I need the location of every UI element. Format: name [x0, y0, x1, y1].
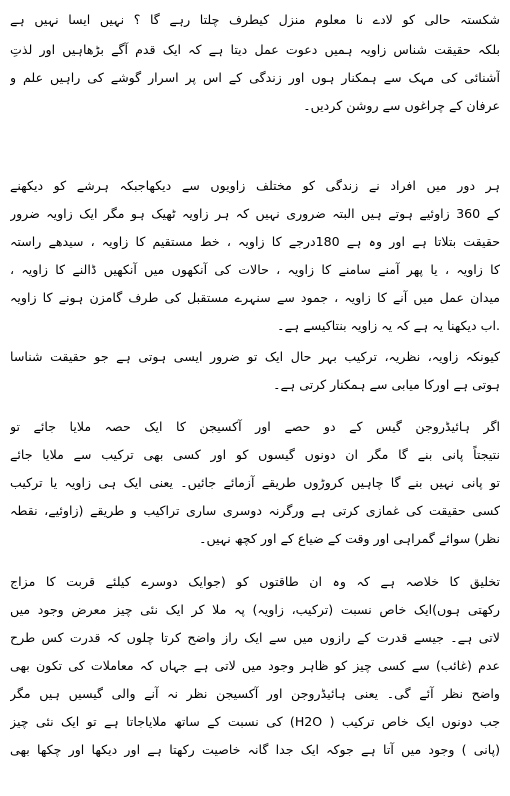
text-line: میدان عمل میں آنے کا زاویہ ، جمود سے سنہرے مستقبل کی طرف گامزن ہونے کا زاویہ: [10, 290, 500, 305]
text-line: عدم (غائب) سے کسی چیز کو ظاہر وجود میں لاتی ہے جہاں کہ معاملات کی تکون بھی: [10, 658, 500, 673]
text-line: کیونکہ زاویہ، نظریہ، ترکیب بہر حال ایک تو ضرور ایسی ہوتی ہے جو حقیقت شناسا: [10, 349, 500, 364]
text-line: بلکہ حقیقت شناس زاویہ ہمیں دعوت عمل دیتا ہے کہ ایک قدم آگے بڑھاہیں اور لذتِ: [10, 42, 500, 57]
text-line: عرفان کے چراغوں سے روشن کردیں۔: [303, 98, 500, 113]
text-line: (پانی ) وجود میں آتا ہے جوکہ ایک جدا گانہ خاصیت رکھتا ہے اور دیکھا اور چکھا بھی: [10, 742, 500, 757]
text-line: اگر ہائیڈروجن گیس کے دو حصے اور آکسیجن کا ایک حصہ ملایا جائے تو: [10, 419, 500, 434]
text-line: رکھتی ہوں)ایک خاص نسبت (ترکیب، زاویہ) پہ ملا کر ایک نئی چیز معرض وجود میں: [10, 602, 500, 617]
text-line: نتیجتاً پانی بنے گا مگر ان دونوں گیسوں کو اور کسی بھی ترکیب سے ملایا جائے: [10, 447, 500, 462]
text-line: لاتی ہے۔ جیسے قدرت کے رازوں میں سے ایک راز واضح کرتا چلوں کہ قدرت کس طرح: [10, 630, 500, 645]
text-line: کا زاویہ ، یا پھر آمنے سامنے کا زاویہ ، حالات کی آنکھوں میں آنکھیں ڈالنے کا زاویہ ،: [10, 262, 500, 277]
text-line: جب دونوں ایک خاص ترکیب ( H2O) کی نسبت کے ساتھ ملایاجاتا ہے تو ایک نئی چیز: [10, 714, 500, 729]
text-line: آشنائی کی مہک سے ہمکنار ہوں اور زندگی کے اس پر اسرار گوشے کی راہیں علم و: [10, 70, 500, 85]
text-line: کسی حقیقت کی غمازی کرتی ہے ورگرنہ دوسری ساری تراکیب و طریقے (زاوئیے، نقطہ: [10, 503, 500, 518]
text-line: ہوتی ہے اورکا میابی سے ہمکنار کرتی ہے۔: [273, 377, 500, 392]
text-line: نظر) سوائے گمراہی اور وقت کے ضیاع کے اور کچھ نہیں۔: [199, 531, 500, 546]
text-line: تخلیق کا خلاصہ ہے کہ وہ ان طاقتوں کو (جوایک دوسرے کیلئے قربت کا مزاج: [10, 574, 500, 589]
text-line: ہر دور میں افراد نے زندگی کو مختلف زاویوں سے دیکھاجبکہ ہرشے کو دیکھنے: [10, 178, 500, 193]
text-line: شکستہ حالی کو لادے نا معلوم منزل کیطرف چلتا رہے گا ؟ نہیں ایسا نہیں ہے: [10, 12, 500, 27]
text-line: تو پانی نہیں بنے گا چاہیں کروڑوں طریقے آزمائے جائیں۔ یعنی ایک ہی زاویہ یا ترکیب: [10, 475, 500, 490]
text-line: واضح نظر آئے گی۔ یعنی ہائیڈروجن اور آکسیجن نظر نہ آنے والی گیسیں ہیں مگر: [10, 686, 500, 701]
text-line: کے 360 زاوئیے ہوتے ہیں البتہ ضروری نہیں کہ ہر زاویہ ٹھیک ہو مگر ایک زاویہ ضرور: [10, 206, 500, 221]
text-line: .اب دیکھنا یہ ہے کہ یہ زاویہ بنتاکیسے ہے۔: [277, 318, 500, 333]
text-line: حقیقت بتلاتا ہے اور وہ ہے 180درجے کا زاویہ ، خط مستقیم کا زاویہ ، سیدھے راستہ: [10, 234, 500, 249]
